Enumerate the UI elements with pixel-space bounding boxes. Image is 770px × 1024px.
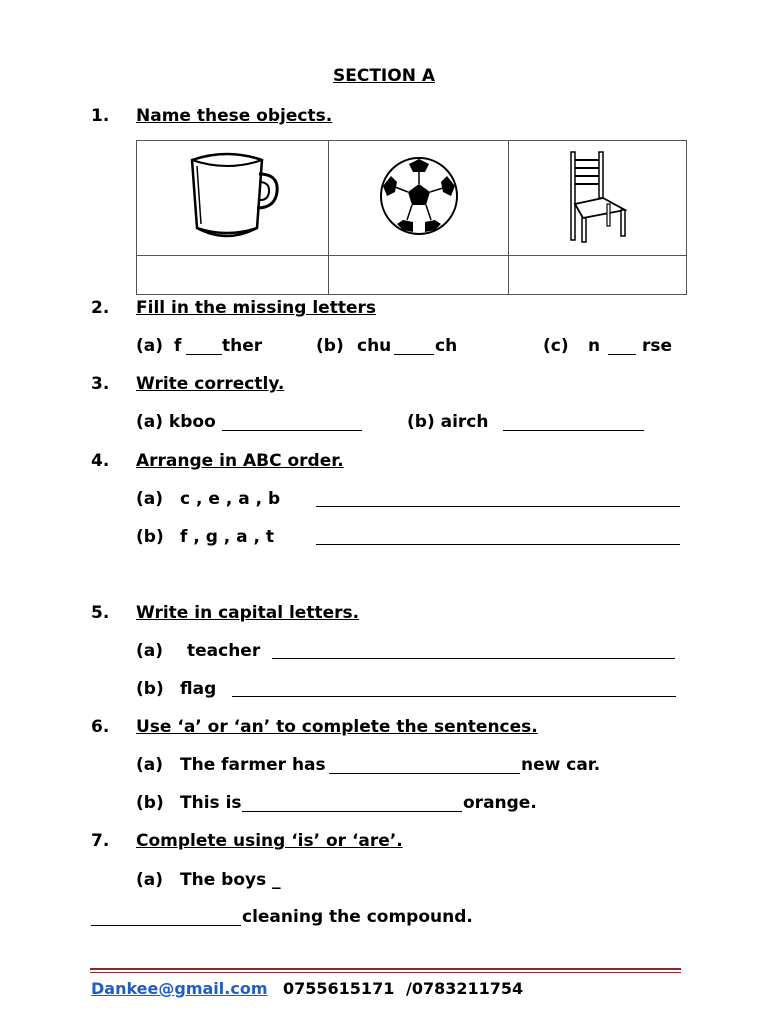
q6a-pre: The farmer has — [180, 755, 326, 775]
q3b-blank[interactable] — [503, 430, 644, 431]
ball-cell — [328, 141, 509, 256]
q7a-blank[interactable] — [91, 925, 241, 926]
question-2-prompt: Fill in the missing letters — [136, 298, 376, 318]
q2c-label: (c) — [543, 336, 569, 356]
q2c-blank[interactable] — [608, 354, 636, 355]
question-7-number: 7. — [91, 831, 110, 851]
section-title: SECTION A — [333, 66, 436, 86]
q5b-text: flag — [180, 679, 217, 699]
q3a-text: (a) kboo — [136, 412, 216, 432]
q7a-label: (a) — [136, 870, 164, 890]
question-4-number: 4. — [91, 451, 110, 471]
q5a-blank[interactable] — [272, 658, 675, 659]
chair-cell — [509, 141, 687, 256]
q2c-post: rse — [642, 336, 673, 356]
cup-answer-box[interactable] — [137, 256, 329, 295]
q4b-label: (b) — [136, 527, 164, 547]
q5a-text: teacher — [187, 641, 261, 661]
q2a-label: (a) — [136, 336, 164, 356]
q6a-label: (a) — [136, 755, 164, 775]
q6a-post: new car. — [521, 755, 601, 775]
q7a-pre: The boys _ — [180, 870, 281, 890]
cup-icon — [177, 146, 287, 246]
footer-phone-2: /0783211754 — [406, 979, 524, 998]
q2c-pre: n — [588, 336, 601, 356]
chair-icon — [563, 148, 633, 244]
q4b-text: f , g , a , t — [180, 527, 275, 547]
ball-icon — [377, 154, 461, 238]
q4b-blank[interactable] — [316, 544, 680, 545]
q6b-pre: This is — [180, 793, 242, 813]
q2b-blank[interactable] — [394, 354, 434, 355]
q7a-post: cleaning the compound. — [242, 907, 473, 927]
q5a-label: (a) — [136, 641, 164, 661]
footer-phone-1: 0755615171 — [283, 979, 395, 998]
q5b-blank[interactable] — [232, 696, 676, 697]
q2a-blank[interactable] — [186, 354, 222, 355]
footer-rule — [90, 968, 681, 970]
q6b-post: orange. — [463, 793, 537, 813]
question-3-prompt: Write correctly. — [136, 374, 285, 394]
q6b-blank[interactable] — [242, 811, 462, 812]
question-2-number: 2. — [91, 298, 110, 318]
q4a-label: (a) — [136, 489, 164, 509]
question-1-prompt: Name these objects. — [136, 106, 333, 126]
q4a-text: c , e , a , b — [180, 489, 281, 509]
q5b-label: (b) — [136, 679, 164, 699]
cup-cell — [137, 141, 329, 256]
question-6-number: 6. — [91, 717, 110, 737]
question-4-prompt: Arrange in ABC order. — [136, 451, 344, 471]
ball-answer-box[interactable] — [328, 256, 509, 295]
question-6-prompt: Use ‘a’ or ‘an’ to complete the sentences. — [136, 717, 538, 737]
q6b-label: (b) — [136, 793, 164, 813]
q4a-blank[interactable] — [316, 506, 680, 507]
chair-answer-box[interactable] — [509, 256, 687, 295]
q2b-post: ch — [435, 336, 458, 356]
question-5-prompt: Write in capital letters. — [136, 603, 360, 623]
q2b-pre: chu — [357, 336, 392, 356]
q3a-blank[interactable] — [222, 430, 362, 431]
q2b-label: (b) — [316, 336, 344, 356]
q2a-post: ther — [222, 336, 263, 356]
q2a-pre: f — [174, 336, 182, 356]
question-3-number: 3. — [91, 374, 110, 394]
footer-email-link[interactable]: Dankee@gmail.com — [91, 979, 268, 998]
question-5-number: 5. — [91, 603, 110, 623]
objects-table — [136, 140, 687, 295]
footer-rule-thin — [90, 972, 681, 973]
q6a-blank[interactable] — [329, 773, 520, 774]
question-1-number: 1. — [91, 106, 110, 126]
q3b-text: (b) airch — [407, 412, 489, 432]
question-7-prompt: Complete using ‘is’ or ‘are’. — [136, 831, 403, 851]
